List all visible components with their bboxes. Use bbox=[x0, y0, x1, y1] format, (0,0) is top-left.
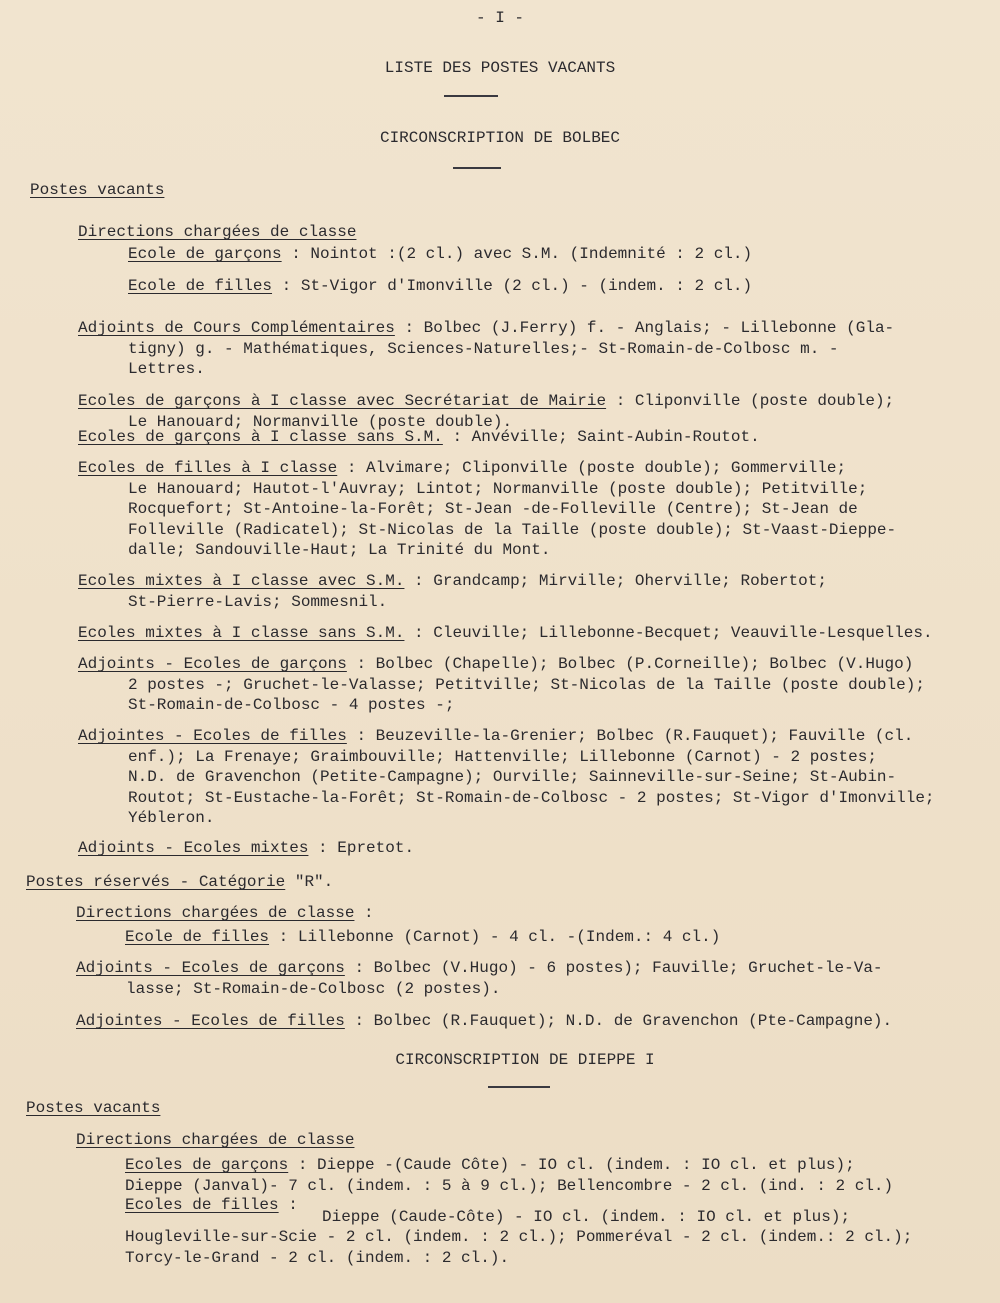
circ1-ef-line1: : Alvimare; Cliponville (poste double); Gommerville; bbox=[337, 459, 847, 477]
circ1-cc-line3: Lettres. bbox=[128, 360, 205, 378]
circ1-af-line4: Routot; St-Eustache-la-Forêt; St-Romain-de-Colbosc - 2 postes; St-Vigor d'Imonville; bbox=[128, 788, 935, 807]
circ2-rule bbox=[488, 1086, 550, 1088]
circ1-eg-ssm-entry bbox=[78, 427, 760, 447]
circ1-ag-line1: : Bolbec (Chapelle); Bolbec (P.Corneille); Bolbec (V.Hugo) bbox=[346, 655, 914, 673]
circ2-ef-line2: Hougleville-sur-Scie - 2 cl. (indem. : 2 cl.); Pommeréval - 2 cl. (indem.: 2 cl.); bbox=[125, 1228, 913, 1246]
circ1-em-sm-line1: : Grandcamp; Mirville; Oherville; Robertot; bbox=[404, 572, 827, 590]
circ1-ef-entry bbox=[78, 458, 896, 561]
circ1-em-ssm-text: : Cleuville; Lillebonne-Becquet; Veauville-Lesquelles. bbox=[404, 624, 933, 642]
circ2-title: CIRCONSCRIPTION DE DIEPPE I bbox=[395, 1051, 655, 1069]
circ1-reserved-category: "R". bbox=[285, 873, 334, 891]
circ2-ef-line3: Torcy-le-Grand - 2 cl. (indem. : 2 cl.). bbox=[125, 1248, 510, 1267]
circ1-r-ag-label: Adjoints - Ecoles de garçons bbox=[76, 959, 345, 977]
circ1-vacant-heading: Postes vacants bbox=[30, 181, 165, 199]
circ2-dir-heading: Directions chargées de classe bbox=[76, 1131, 355, 1149]
circ1-reserved-heading bbox=[26, 872, 333, 892]
circ1-r-dir-colon: : bbox=[354, 904, 374, 922]
circ1-em-ssm-label: Ecoles mixtes à I classe sans S.M. bbox=[78, 624, 405, 642]
circ1-eg-ssm-label: Ecoles de garçons à I classe sans S.M. bbox=[78, 428, 443, 446]
circ1-reserved-label: Postes réservés - Catégorie bbox=[26, 873, 286, 891]
circ1-cc-entry bbox=[78, 318, 894, 380]
circ1-r-dir-heading: Directions chargées de classe bbox=[76, 904, 355, 922]
circ1-cc-line1: : Bolbec (J.Ferry) f. - Anglais; - Lillebonne (Gla- bbox=[394, 319, 895, 337]
circ1-dir-garcons bbox=[128, 244, 752, 264]
title-rule bbox=[444, 95, 498, 97]
circ1-ef-line5: dalle; Sandouville-Haut; La Trinité du Mont. bbox=[128, 541, 551, 559]
circ1-eg-sm-entry bbox=[78, 391, 894, 432]
circ1-r-af-entry bbox=[76, 1011, 892, 1031]
circ1-cc-label: Adjoints de Cours Complémentaires bbox=[78, 319, 395, 337]
circ1-title: CIRCONSCRIPTION DE BOLBEC bbox=[379, 129, 621, 147]
circ1-em-sm-line2: St-Pierre-Lavis; Sommesnil. bbox=[128, 592, 388, 611]
circ1-r-af-text: : Bolbec (R.Fauquet); N.D. de Gravenchon (Pte-Campagne). bbox=[344, 1012, 893, 1030]
circ1-r-af-label: Adjointes - Ecoles de filles bbox=[76, 1012, 345, 1030]
circ1-af-line5: Yébleron. bbox=[128, 809, 215, 827]
page-number: - I - bbox=[475, 9, 524, 27]
circ2-eg-label: Ecoles de garçons bbox=[125, 1156, 289, 1174]
circ1-af-line1: : Beuzeville-la-Grenier; Bolbec (R.Fauquet); Fauville (cl. bbox=[346, 727, 914, 745]
circ1-ag-line2: 2 postes -; Gruchet-le-Valasse; Petitville; St-Nicolas de la Taille (poste double); bbox=[128, 675, 925, 694]
circ1-eg-sm-label: Ecoles de garçons à I classe avec Secrétariat de Mairie bbox=[78, 392, 607, 410]
circ2-ef-colon: : bbox=[278, 1196, 298, 1214]
circ1-em-ssm-entry bbox=[78, 623, 933, 643]
circ1-dir-filles bbox=[128, 276, 752, 296]
circ2-eg-line1: : Dieppe -(Caude Côte) - IO cl. (indem. : IO cl. et plus); bbox=[288, 1156, 855, 1174]
circ2-ef-line1: Dieppe (Caude-Côte) - IO cl. (indem. : IO cl. et plus); bbox=[322, 1208, 851, 1226]
circ1-r-dir bbox=[76, 903, 374, 923]
circ2-vacant-heading: Postes vacants bbox=[26, 1099, 161, 1117]
circ1-af-line2: enf.); La Frenaye; Graimbouville; Hattenville; Lillebonne (Carnot) - 2 postes; bbox=[128, 747, 877, 766]
circ1-eg-ssm-text: : Anvéville; Saint-Aubin-Routot. bbox=[442, 428, 760, 446]
circ1-rule bbox=[453, 167, 501, 169]
page-title: LISTE DES POSTES VACANTS bbox=[384, 59, 616, 77]
circ1-r-dir-filles-text: : Lillebonne (Carnot) - 4 cl. -(Indem.: 4 cl.) bbox=[269, 928, 721, 946]
circ1-dir-heading: Directions chargées de classe bbox=[78, 223, 357, 241]
circ1-cc-line2: tigny) g. - Mathématiques, Sciences-Naturelles;- St-Romain-de-Colbosc m. - bbox=[128, 339, 839, 358]
circ1-af-entry bbox=[78, 726, 935, 829]
circ1-dir-filles-label: Ecole de filles bbox=[128, 277, 273, 295]
circ1-am-text: : Epretot. bbox=[308, 839, 415, 857]
circ2-eg-entry bbox=[125, 1155, 893, 1196]
circ1-ag-entry bbox=[78, 654, 925, 716]
circ1-r-ag-line2: lasse; St-Romain-de-Colbosc (2 postes). bbox=[126, 979, 501, 998]
circ1-em-sm-label: Ecoles mixtes à I classe avec S.M. bbox=[78, 572, 405, 590]
circ1-ef-line2: Le Hanouard; Hautot-l'Auvray; Lintot; Normanville (poste double); Petitville; bbox=[128, 479, 868, 498]
circ1-af-line3: N.D. de Gravenchon (Petite-Campagne); Ourville; Sainneville-sur-Seine; St-Aubin- bbox=[128, 768, 897, 786]
circ1-eg-sm-line1: : Cliponville (poste double); bbox=[606, 392, 895, 410]
circ2-ef-entry bbox=[125, 1227, 912, 1268]
circ2-eg-line2: Dieppe (Janval)- 7 cl. (indem. : 5 à 9 cl.); Bellencombre - 2 cl. (ind. : 2 cl.) bbox=[125, 1176, 894, 1195]
circ1-dir-garcons-text: : Nointot :(2 cl.) avec S.M. (Indemnité : 2 cl.) bbox=[281, 245, 753, 263]
circ1-am-entry bbox=[78, 838, 414, 858]
circ1-r-ag-entry bbox=[76, 958, 883, 999]
circ1-r-dir-filles bbox=[125, 927, 720, 947]
circ1-r-ag-line1: : Bolbec (V.Hugo) - 6 postes); Fauville; Gruchet-le-Va- bbox=[344, 959, 883, 977]
circ1-eg-sm-line2: Le Hanouard; Normanville (poste double). bbox=[128, 412, 513, 431]
circ1-ef-line4: Folleville (Radicatel); St-Nicolas de la Taille (poste double); St-Vaast-Dieppe- bbox=[128, 520, 897, 539]
circ1-ag-label: Adjoints - Ecoles de garçons bbox=[78, 655, 347, 673]
circ2-ef-label: Ecoles de filles bbox=[125, 1196, 279, 1214]
circ1-af-label: Adjointes - Ecoles de filles bbox=[78, 727, 347, 745]
circ1-dir-filles-text: : St-Vigor d'Imonville (2 cl.) - (indem. : 2 cl.) bbox=[272, 277, 753, 295]
circ1-ef-label: Ecoles de filles à I classe bbox=[78, 459, 338, 477]
circ1-dir-garcons-label: Ecole de garçons bbox=[128, 245, 282, 263]
circ1-ag-line3: St-Romain-de-Colbosc - 4 postes -; bbox=[128, 696, 455, 714]
circ1-ef-line3: Rocquefort; St-Antoine-la-Forêt; St-Jean -de-Folleville (Centre); St-Jean de bbox=[128, 500, 858, 518]
circ1-r-dir-filles-label: Ecole de filles bbox=[125, 928, 270, 946]
circ1-am-label: Adjoints - Ecoles mixtes bbox=[78, 839, 309, 857]
circ1-em-sm-entry bbox=[78, 571, 827, 612]
circ2-ef-heading bbox=[125, 1195, 298, 1215]
